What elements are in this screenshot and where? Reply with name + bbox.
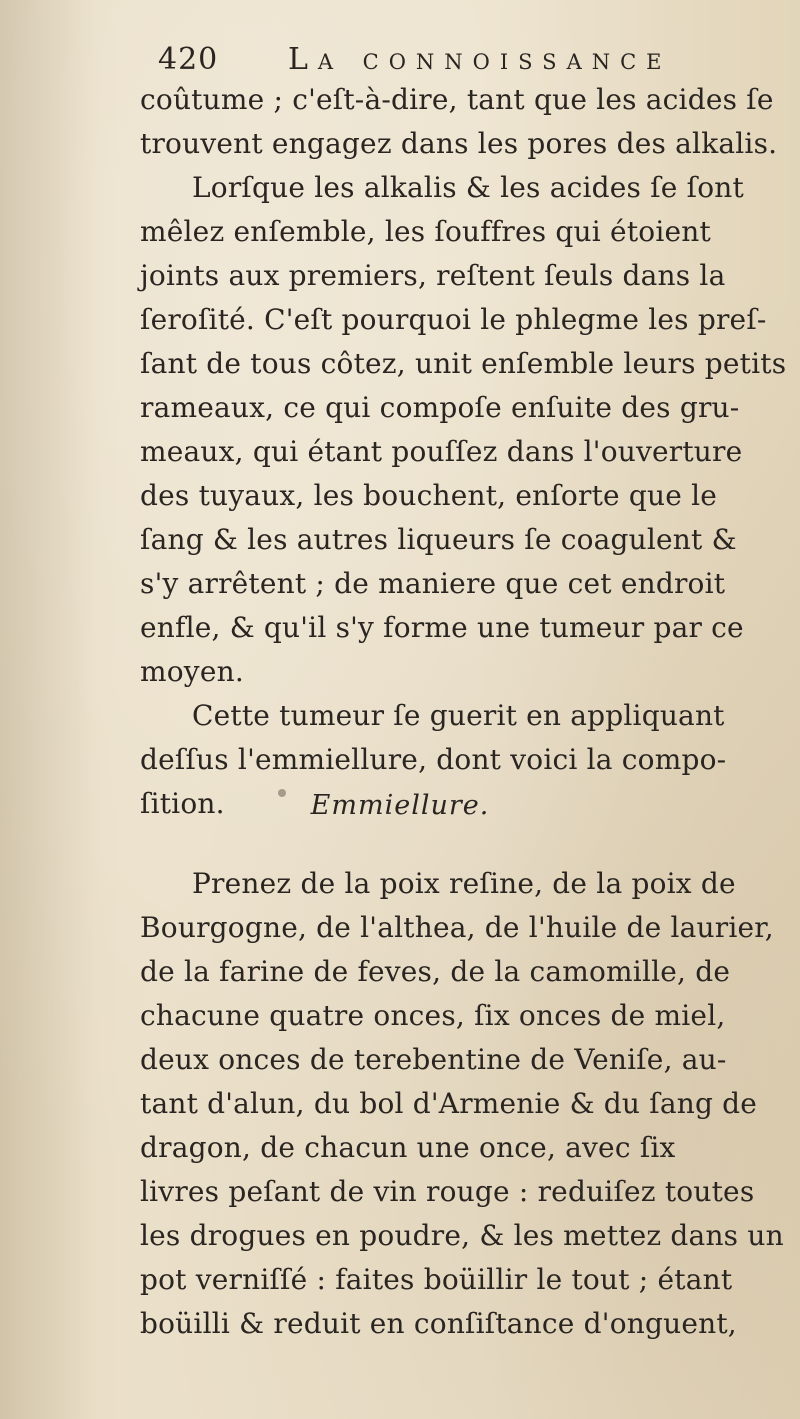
text-line: Bourgogne, de l'althea, de l'huile de laurier, (140, 911, 774, 944)
section-heading: Emmiellure. (310, 790, 490, 821)
text-line: coûtume ; c'eſt-à-dire, tant que les acides ſe (140, 83, 774, 116)
text-line: Cette tumeur ſe guerit en appliquant (192, 699, 725, 732)
text-line: des tuyaux, les bouchent, enſorte que le (140, 479, 718, 512)
text-line: pot verniſſé : faites boüillir le tout ; étant (140, 1263, 733, 1296)
text-line: s'y arrêtent ; de maniere que cet endroit (140, 567, 726, 600)
text-line: joints aux premiers, reſtent ſeuls dans la (140, 259, 726, 292)
text-line: Prenez de la poix reſine, de la poix de (192, 867, 736, 900)
text-line: chacune quatre onces, ſix onces de miel, (140, 999, 726, 1032)
text-line: livres peſant de vin rouge : reduiſez toutes (140, 1175, 755, 1208)
text-line: ſition. (140, 787, 225, 820)
running-title: La connoissance (288, 42, 672, 77)
text-line: dragon, de chacun une once, avec ſix (140, 1131, 676, 1164)
text-line: moyen. (140, 655, 244, 688)
text-line: boüilli & reduit en conſiſtance d'onguent, (140, 1307, 737, 1340)
page-number: 420 (158, 42, 219, 77)
text-line: ſang & les autres liqueurs ſe coagulent & (140, 523, 737, 556)
page-shadow (0, 0, 95, 1419)
text-line: ſeroſité. C'eſt pourquoi le phlegme les preſ- (140, 303, 767, 336)
text-line: mêlez enſemble, les ſouffres qui étoient (140, 215, 711, 248)
text-line: rameaux, ce qui compoſe enſuite des gru- (140, 391, 740, 424)
text-line: meaux, qui étant pouſſez dans l'ouverture (140, 435, 743, 468)
text-line: deux onces de terebentine de Veniſe, au- (140, 1043, 727, 1076)
text-line: ſant de tous côtez, unit enſemble leurs petits (140, 347, 787, 380)
text-line: de la farine de feves, de la camomille, de (140, 955, 731, 988)
text-line: les drogues en poudre, & les mettez dans un (140, 1219, 784, 1252)
text-line: trouvent engagez dans les pores des alkalis. (140, 127, 778, 160)
text-line: Lorſque les alkalis & les acides ſe ſont (192, 171, 744, 204)
text-line: deſſus l'emmiellure, dont voici la compo- (140, 743, 727, 776)
text-line: tant d'alun, du bol d'Armenie & du ſang de (140, 1087, 758, 1120)
text-line: enfle, & qu'il s'y forme une tumeur par ce (140, 611, 744, 644)
